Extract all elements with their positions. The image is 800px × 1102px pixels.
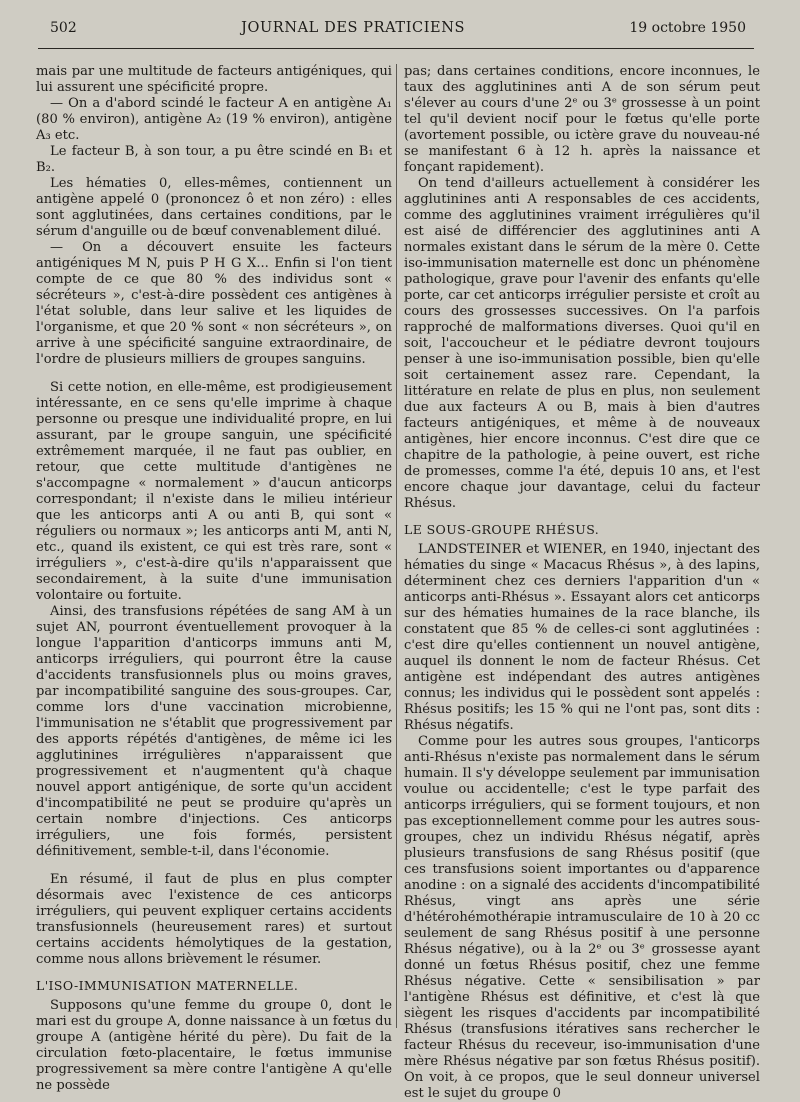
page-number: 502 — [50, 20, 77, 36]
paragraph: Le facteur B, à son tour, a pu être scindé en B₁ et B₂. — [36, 144, 392, 175]
paragraph: Ainsi, des transfusions répétées de sang AM à un sujet AN, pourront éventuellement provoquer à la longue l'apparition d'anticorps immuns anti M, anticorps irréguliers, qui pourront être la cause d'accidents transfusionnels plus ou moins graves, par incompatibilité sanguine des sous-groupes. Car, comme lors d'une vaccination microbienne, l'immunisation ne s'établit que progressivement par des apports répétés d'antigènes, de même ici les agglutinines irrégulières n'apparaissent que progressivement et n'augmentent qu'à chaque nouvel apport antigénique, de sorte qu'un accident d'incompatibilité ne peut se produire qu'après un certain nombre d'injections. Ces anticorps irréguliers, une fois formés, persistent définitivement, semble-t-il, dans l'économie. — [36, 604, 392, 859]
paragraph: Les hématies 0, elles-mêmes, contiennent un antigène appelé 0 (prononcez ô et non zéro) : elles sont agglutinées, dans certaines conditions, par le sérum d'anguille ou de bœuf convenablement dilué. — [36, 176, 392, 239]
column-divider — [396, 64, 397, 1028]
section-heading-iso-immunisation: L'ISO-IMMUNISATION MATERNELLE. — [36, 978, 299, 993]
issue-date: 19 octobre 1950 — [629, 20, 746, 36]
paragraph: En résumé, il faut de plus en plus compter désormais avec l'existence de ces anticorps irréguliers, qui peuvent expliquer certains accidents transfusionnels (heureusement rares) et surtout certains accidents hémolytiques de la gestation, comme nous allons brièvement le résumer. — [36, 872, 392, 967]
paragraph: Comme pour les autres sous groupes, l'anticorps anti-Rhésus n'existe pas normalement dans le sérum humain. Il s'y développe seulement par immunisation voulue ou accidentelle; c'est le type parfait des anticorps irréguliers, qui se forment toujours, et non pas exceptionnellement comme pour les autres sous-groupes, chez un individu Rhésus négatif, après plusieurs transfusions de sang Rhésus positif (que ces transfusions soient importantes ou d'apparence anodine : on a signalé des accidents d'incompatibilité Rhésus, vingt ans après une série d'hétérohémothérapie intramusculaire de 10 à 20 cc seulement de sang Rhésus positif à une personne Rhésus négative), ou à la 2ᵉ ou 3ᵉ grossesse ayant donné un fœtus Rhésus positif, chez une femme Rhésus négative. Cette « sensibilisation » par l'antigène Rhésus est définitive, et c'est là que siègent les risques d'accidents par incompatibilité Rhésus (transfusions itératives sans rechercher le facteur Rhésus du receveur, iso-immunisation d'une mère Rhésus négative par son fœtus Rhésus positif). On voit, à ce propos, que le seul donneur universel est le sujet du groupe 0 — [404, 734, 760, 1101]
right-column — [404, 64, 760, 1101]
header-rule — [38, 48, 754, 49]
paragraph: LANDSTEINER et WIENER, en 1940, injectant des hématies du singe « Macacus Rhésus », à des lapins, déterminent chez ces derniers l'apparition d'un « anticorps anti-Rhésus ». Essayant alors cet anticorps sur des hématies humaines de la race blanche, ils constatent que 85 % de celles-ci sont agglutinées : c'est dire qu'elles contiennent un nouvel antigène, auquel ils donnent le nom de facteur Rhésus. Cet antigène est indépendant des autres antigènes connus; les individus qui le possèdent sont appelés : Rhésus positifs; les 15 % qui ne l'ont pas, sont dits : Rhésus négatifs. — [404, 542, 760, 733]
left-column — [36, 64, 392, 1093]
paragraph: — On a découvert ensuite les facteurs antigéniques M N, puis P H G X... Enfin si l'on tient compte de ce que 80 % des individus sont « sécréteurs », c'est-à-dire possèdent ces antigènes à l'état soluble, dans leur salive et les liquides de l'organisme, et que 20 % sont « non sécréteurs », on arrive à une spécificité sanguine extraordinaire, de l'ordre de plusieurs milliers de groupes sanguins. — [36, 240, 392, 367]
paragraph: pas; dans certaines conditions, encore inconnues, le taux des agglutinines anti A de son sérum peut s'élever au cours d'une 2ᵉ ou 3ᵉ grossesse à un point tel qu'il devient nocif pour le fœtus qu'elle porte (avortement possible, ou ictère grave du nouveau-né se manifestant 6 à 12 h. après la naissance et fonçant rapidement). — [404, 64, 760, 175]
paragraph: mais par une multitude de facteurs antigéniques, qui lui assurent une spécificité propre. — [36, 64, 392, 95]
paragraph: Si cette notion, en elle-même, est prodigieusement intéressante, en ce sens qu'elle imprime à chaque personne ou presque une individualité propre, en lui assurant, par le groupe sanguin, une spécificité extrêmement marquée, il ne faut pas oublier, en retour, que cette multitude d'antigènes ne s'accompagne « normalement » d'aucun anticorps correspondant; il n'existe dans le milieu intérieur que les anticorps anti A ou anti B, qui sont « réguliers ou normaux »; les anticorps anti M, anti N, etc., quand ils existent, ce qui est très rare, sont « irréguliers », c'est-à-dire qu'ils n'apparaissent que secondairement, à la suite d'une immunisation volontaire ou fortuite. — [36, 380, 392, 603]
paragraph: — On a d'abord scindé le facteur A en antigène A₁ (80 % environ), antigène A₂ (19 % environ), antigène A₃ etc. — [36, 96, 392, 143]
paragraph: On tend d'ailleurs actuellement à considérer les agglutinines anti A responsables de ces accidents, comme des agglutinines vraiment irrégulières qu'il est aisé de différencier des agglutinines anti A normales existant dans le sérum de la mère 0. Cette iso-immunisation maternelle est donc un phénomène pathologique, grave pour l'avenir des enfants qu'elle porte, car cet anticorps irrégulier persiste et croît au cours des grossesses successives. On l'a parfois rapproché de malformations diverses. Quoi qu'il en soit, l'accoucheur et le pédiatre devront toujours penser à une iso-immunisation possible, bien qu'elle soit certainement assez rare. Cependant, la littérature en relate de plus en plus, non seulement due aux facteurs A ou B, mais à bien d'autres facteurs antigéniques, et même à de nouveaux antigènes, hier encore inconnus. C'est dire que ce chapitre de la pathologie, à peine ouvert, est riche de promesses, comme l'a été, depuis 10 ans, et l'est encore chaque jour davantage, celui du facteur Rhésus. — [404, 176, 760, 511]
section-heading-rhesus: LE SOUS-GROUPE RHÉSUS. — [404, 522, 600, 537]
page-header — [50, 20, 746, 46]
journal-title: JOURNAL DES PRATICIENS — [241, 20, 466, 36]
paragraph: Supposons qu'une femme du groupe 0, dont le mari est du groupe A, donne naissance à un fœtus du groupe A (antigène hérité du père). Du fait de la circulation fœto-placentaire, le fœtus immunise progressivement sa mère contre l'antigène A qu'elle ne possède — [36, 998, 392, 1093]
